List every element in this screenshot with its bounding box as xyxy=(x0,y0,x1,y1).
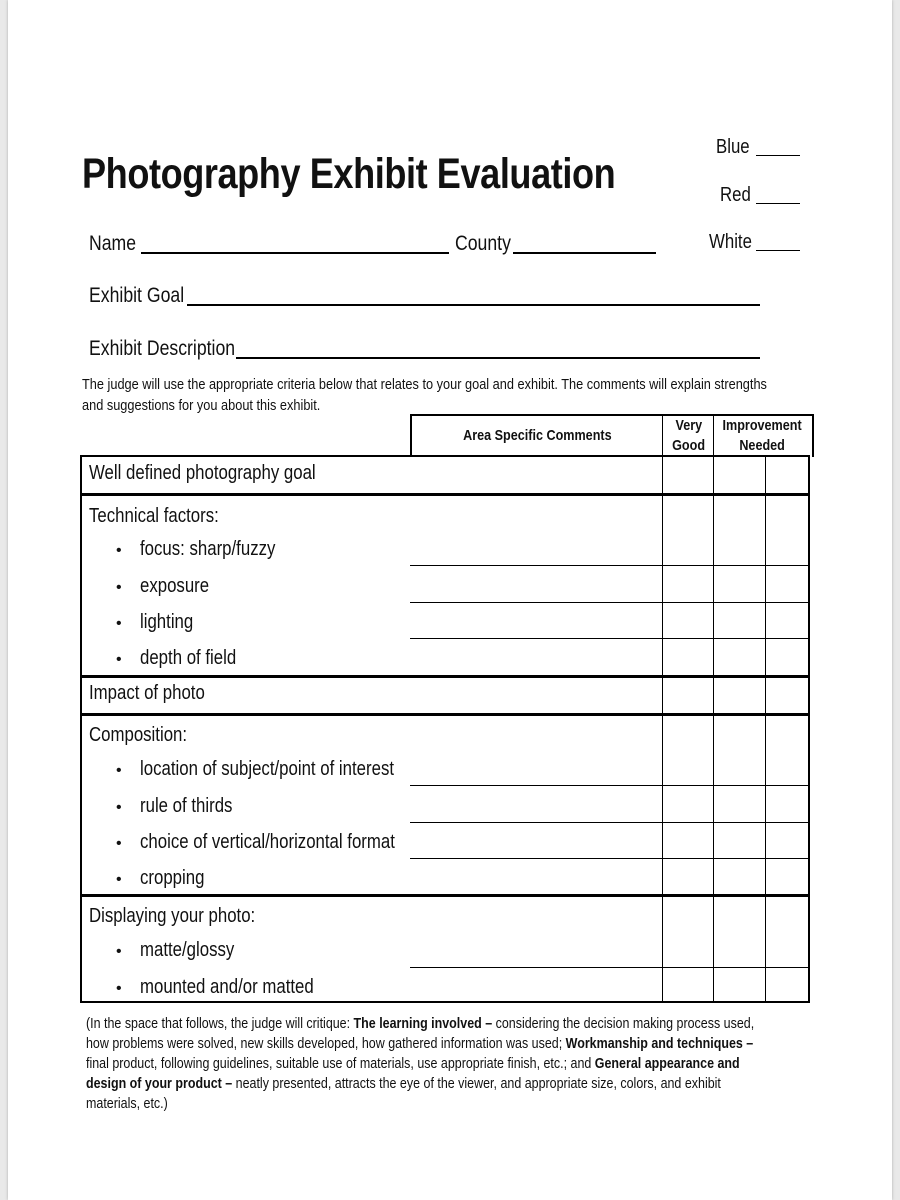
critique-note: (In the space that follows, the judge will critique: The learning involved – considering the decision making process used, how problems were solved, new skills developed, how gathered information was used; Workmanship and techniques – final product, following guidelines, suitable use of materials, use appropriate finish, etc.; and General appearance and design of your product – neatly presented, attracts the eye of the viewer, and appropriate size, colors, and exhibit materials, etc.) xyxy=(86,1016,755,1112)
ribbon-red[interactable]: Red xyxy=(720,184,751,206)
name-label: Name xyxy=(89,232,137,255)
criterion-goal: Well defined photography goal xyxy=(89,462,316,484)
section-divider xyxy=(80,493,810,496)
row-divider xyxy=(410,602,810,603)
row-divider xyxy=(410,565,810,566)
column-divider xyxy=(713,455,714,1003)
criterion-format: choice of vertical/horizontal format xyxy=(140,831,395,853)
criterion-exposure: exposure xyxy=(140,575,210,597)
row-divider xyxy=(410,822,810,823)
criterion-impact: Impact of photo xyxy=(89,682,205,704)
bullet-icon: • xyxy=(116,799,122,816)
bullet-icon: • xyxy=(116,651,122,668)
section-divider xyxy=(80,894,810,897)
county-label: County xyxy=(455,232,511,255)
bullet-icon: • xyxy=(116,615,122,632)
criterion-displaying: Displaying your photo: xyxy=(89,905,256,927)
criterion-depth: depth of field xyxy=(140,647,237,669)
criterion-cropping: cropping xyxy=(140,867,205,889)
exhibit-description-field[interactable] xyxy=(236,357,760,359)
header-very-good: Very Good xyxy=(672,417,705,454)
page-title: Photography Exhibit Evaluation xyxy=(82,150,616,198)
ribbon-white[interactable]: White xyxy=(709,231,752,253)
section-divider xyxy=(80,713,810,716)
bullet-icon: • xyxy=(116,871,122,888)
criterion-matte: matte/glossy xyxy=(140,939,235,961)
criterion-focus: focus: sharp/fuzzy xyxy=(140,538,276,560)
bullet-icon: • xyxy=(116,980,122,997)
header-improvement-needed: Improvement Needed xyxy=(722,417,802,454)
row-divider xyxy=(410,638,810,639)
exhibit-goal-field[interactable] xyxy=(187,304,760,306)
row-divider xyxy=(410,858,810,859)
row-divider xyxy=(410,967,810,968)
bullet-icon: • xyxy=(116,943,122,960)
ribbon-blue-blank[interactable] xyxy=(756,155,800,156)
criterion-lighting: lighting xyxy=(140,611,194,633)
header-comments: Area Specific Comments xyxy=(462,427,612,444)
section-divider xyxy=(80,675,810,678)
criterion-composition: Composition: xyxy=(89,724,188,746)
county-field[interactable] xyxy=(513,252,656,254)
ribbon-blue[interactable]: Blue xyxy=(716,136,750,158)
intro-text: The judge will use the appropriate criteria below that relates to your goal and exhibit. The comments will explain strengths and suggestions for you about this exhibit. xyxy=(82,377,767,414)
bullet-icon: • xyxy=(116,579,122,596)
criterion-thirds: rule of thirds xyxy=(140,795,233,817)
bullet-icon: • xyxy=(116,835,122,852)
criterion-technical: Technical factors: xyxy=(89,505,219,527)
column-divider xyxy=(765,455,766,1003)
name-field[interactable] xyxy=(141,252,449,254)
criterion-mounted: mounted and/or matted xyxy=(140,976,314,998)
exhibit-description-label: Exhibit Description xyxy=(89,337,236,360)
row-divider xyxy=(410,785,810,786)
header-divider xyxy=(662,414,663,456)
bullet-icon: • xyxy=(116,762,122,779)
ribbon-red-blank[interactable] xyxy=(756,203,800,204)
exhibit-goal-label: Exhibit Goal xyxy=(89,284,185,307)
column-divider xyxy=(662,455,663,1003)
bullet-icon: • xyxy=(116,542,122,559)
ribbon-white-blank[interactable] xyxy=(756,250,800,251)
criterion-location: location of subject/point of interest xyxy=(140,758,395,780)
